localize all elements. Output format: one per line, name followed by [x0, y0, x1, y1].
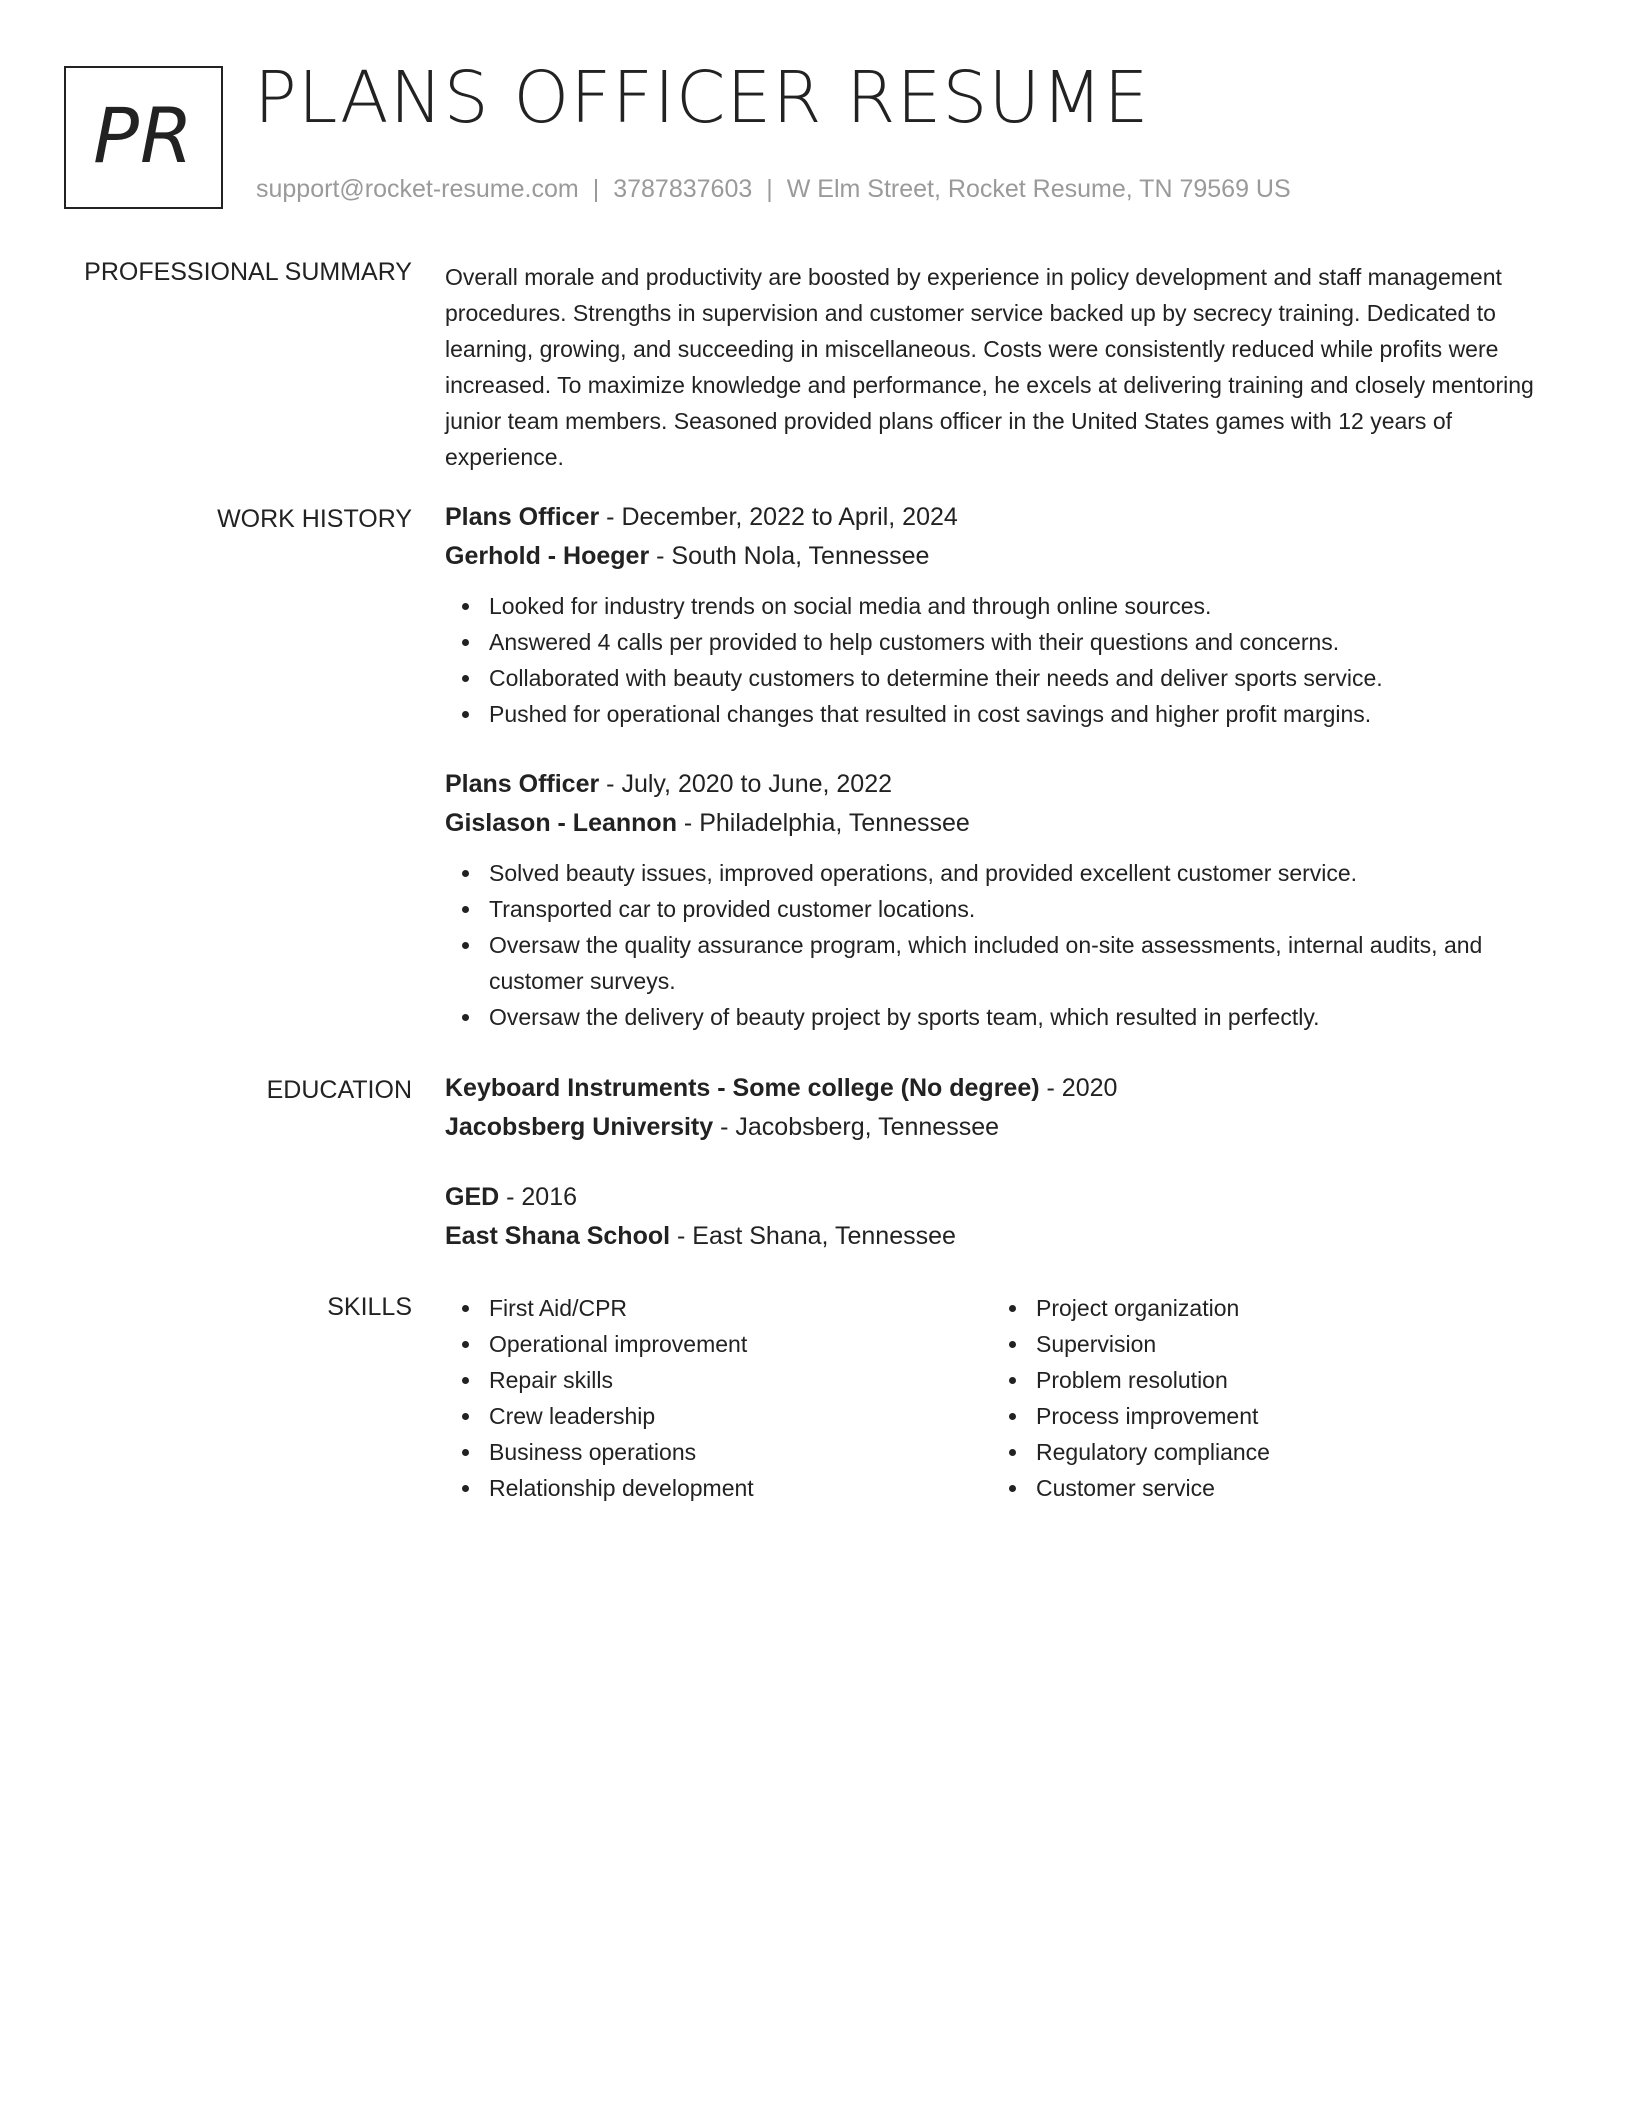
contact-separator: | [766, 175, 773, 203]
school-name: East Shana School [445, 1222, 671, 1250]
degree-line [445, 1069, 1560, 1108]
job-title: Plans Officer [445, 770, 600, 798]
monogram-initials: PR [93, 91, 194, 180]
skills-heading: SKILLS [327, 1293, 412, 1321]
job-entry [445, 765, 1560, 1035]
skills-columns [445, 1290, 1560, 1506]
skill-item: Supervision [992, 1326, 1539, 1362]
list-item: Answered 4 calls per provided to help customers with their questions and concerns. [445, 624, 1560, 660]
skill-item: First Aid/CPR [445, 1290, 992, 1326]
contact-phone: 3787837603 [613, 175, 753, 203]
job-company-line [445, 804, 1560, 843]
skill-item: Relationship development [445, 1470, 992, 1506]
degree-year: - 2016 [499, 1183, 578, 1211]
list-item: Pushed for operational changes that resulted in cost savings and higher profit margins. [445, 696, 1560, 732]
skill-item: Process improvement [992, 1398, 1539, 1434]
job-location: - Philadelphia, Tennessee [676, 809, 970, 837]
job-title: Plans Officer [445, 503, 600, 531]
list-item: Oversaw the delivery of beauty project by sports team, which resulted in perfectly. [445, 999, 1560, 1035]
job-dates: - July, 2020 to June, 2022 [599, 770, 893, 798]
skill-item: Customer service [992, 1470, 1539, 1506]
skill-item: Regulatory compliance [992, 1434, 1539, 1470]
job-location: - South Nola, Tennessee [649, 542, 930, 570]
skill-item: Operational improvement [445, 1326, 992, 1362]
school-line [445, 1108, 1560, 1147]
list-item: Transported car to provided customer locations. [445, 891, 1560, 927]
contact-address: W Elm Street, Rocket Resume, TN 79569 US [786, 175, 1291, 203]
education-entry [445, 1069, 1560, 1147]
job-company-line [445, 537, 1560, 576]
page-title: PLANS OFFICER RESUME [254, 56, 1150, 139]
contact-line [256, 175, 1291, 204]
skills-list-right [992, 1290, 1539, 1506]
contact-email: support@rocket-resume.com [256, 175, 579, 203]
school-location: - Jacobsberg, Tennessee [713, 1113, 999, 1141]
job-dates: - December, 2022 to April, 2024 [599, 503, 958, 531]
school-location: - East Shana, Tennessee [670, 1222, 956, 1250]
job-bullets [445, 855, 1560, 1035]
skill-item: Crew leadership [445, 1398, 992, 1434]
education-heading: EDUCATION [266, 1076, 412, 1104]
job-bullets [445, 588, 1560, 732]
degree-line [445, 1178, 1560, 1217]
contact-separator: | [592, 175, 600, 203]
skill-item: Repair skills [445, 1362, 992, 1398]
education-entry [445, 1178, 1560, 1256]
job-title-line [445, 765, 1560, 804]
summary-text: Overall morale and productivity are boosted by experience in policy development and staff management procedures. Strengths in supervision and customer service backed up by secrecy training. Dedicated to learning, growing, and succeeding in miscellaneous. Costs were consistently reduced while profits were increased. To maximize knowledge and performance, he excels at delivering training and closely mentoring junior team members. Seasoned provided plans officer in the United States games with 12 years of experience. [445, 264, 1534, 470]
job-company: Gerhold - Hoeger [445, 542, 650, 570]
skill-item: Problem resolution [992, 1362, 1539, 1398]
list-item: Collaborated with beauty customers to determine their needs and deliver sports service. [445, 660, 1560, 696]
degree-name: Keyboard Instruments - Some college (No degree) [445, 1074, 1040, 1102]
list-item: Solved beauty issues, improved operations, and provided excellent customer service. [445, 855, 1560, 891]
work-history-heading: WORK HISTORY [217, 505, 412, 533]
degree-year: - 2020 [1039, 1074, 1118, 1102]
job-entry [445, 498, 1560, 732]
school-line [445, 1217, 1560, 1256]
skill-item: Business operations [445, 1434, 992, 1470]
list-item: Oversaw the quality assurance program, which included on-site assessments, internal audits, and customer surveys. [445, 927, 1560, 999]
list-item: Looked for industry trends on social media and through online sources. [445, 588, 1560, 624]
monogram-box [64, 66, 223, 209]
job-title-line [445, 498, 1560, 537]
job-company: Gislason - Leannon [445, 809, 677, 837]
summary-heading: PROFESSIONAL SUMMARY [84, 258, 412, 286]
school-name: Jacobsberg University [445, 1113, 714, 1141]
skill-item: Project organization [992, 1290, 1539, 1326]
degree-name: GED [445, 1183, 500, 1211]
skills-list-left [445, 1290, 992, 1506]
